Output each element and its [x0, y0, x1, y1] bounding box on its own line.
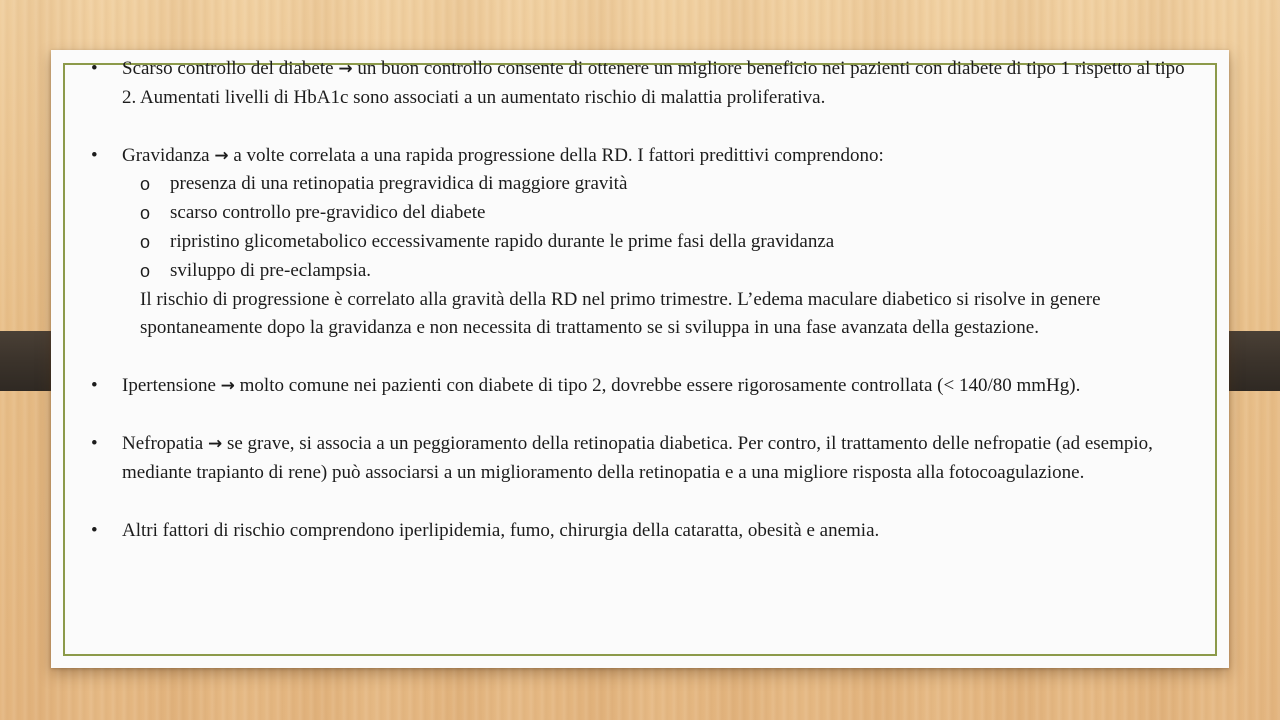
bullet-body: se grave, si associa a un peggioramento della retinopatia diabetica. Per contro, il trattamento delle nefropatie (ad esempio, mediante trapianto di rene) può associarsi a un miglioramento della retinopatia e a una migliore risposta alla fotocoagulazione. — [122, 432, 1153, 483]
bullet-term: Gravidanza — [122, 144, 210, 166]
arrow-right-icon: → — [207, 433, 223, 454]
bullet-item — [91, 430, 1201, 488]
bullet-icon: • — [91, 144, 98, 166]
bullet-text — [122, 372, 1201, 401]
bullet-item — [91, 517, 1201, 546]
bullet-note: Il rischio di progressione è correlato alla gravità della RD nel primo trimestre. L’edema maculare diabetico si risolve in genere spontaneamente dopo la gravidanza e non necessita di trattamento se si sviluppa in una fase avanzata della gestazione. — [140, 288, 1101, 339]
bullet-body: molto comune nei pazienti con diabete di tipo 2, dovrebbe essere rigorosamente controllata (< 140/80 mmHg). — [239, 375, 1081, 397]
bullet-item — [91, 372, 1201, 401]
circle-bullet-icon: o — [140, 260, 151, 281]
circle-bullet-icon: o — [140, 174, 151, 195]
sub-item — [122, 199, 1201, 228]
bullet-icon: • — [91, 432, 98, 454]
bullet-text: Altri fattori di rischio comprendono iperlipidemia, fumo, chirurgia della cataratta, obesità e anemia. — [122, 519, 880, 541]
bullet-term: Ipertensione — [122, 375, 216, 397]
bullet-item — [91, 142, 1201, 344]
bullet-item — [91, 55, 1201, 113]
arrow-right-icon: → — [214, 145, 229, 166]
bullet-text — [122, 142, 1201, 171]
sub-item-text: presenza di una retinopatia pregravidica di maggiore gravità — [170, 173, 628, 195]
sub-item-text: ripristino glicometabolico eccessivamente rapido durante le prime fasi della gravidanza — [170, 230, 835, 252]
sub-item — [122, 257, 1201, 286]
bullet-icon: • — [91, 58, 98, 79]
sub-item-text: sviluppo di pre-eclampsia. — [170, 259, 372, 281]
bullet-text — [122, 55, 1201, 113]
bullet-text — [122, 430, 1201, 488]
arrow-right-icon: → — [220, 376, 235, 397]
bullet-term: Scarso controllo del diabete — [122, 58, 334, 79]
slide-content — [91, 55, 1201, 545]
arrow-right-icon: → — [338, 59, 353, 79]
bullet-body: un buon controllo consente di ottenere un migliore beneficio nei pazienti con diabete di tipo 1 rispetto al tipo 2. Aumentati livelli di HbA1c sono associati a un aumentato rischio di malattia proliferativa. — [122, 58, 1185, 108]
circle-bullet-icon: o — [140, 231, 151, 252]
circle-bullet-icon: o — [140, 203, 151, 224]
bullet-term: Nefropatia — [122, 432, 204, 454]
sub-item-text: scarso controllo pre-gravidico del diabete — [170, 202, 486, 224]
sub-item — [122, 170, 1201, 199]
sub-item — [122, 228, 1201, 257]
bullet-icon: • — [91, 519, 98, 541]
slide-paper — [51, 50, 1229, 668]
bullet-icon: • — [91, 375, 98, 397]
bullet-body: a volte correlata a una rapida progressione della RD. I fattori predittivi comprendono: — [233, 144, 884, 166]
